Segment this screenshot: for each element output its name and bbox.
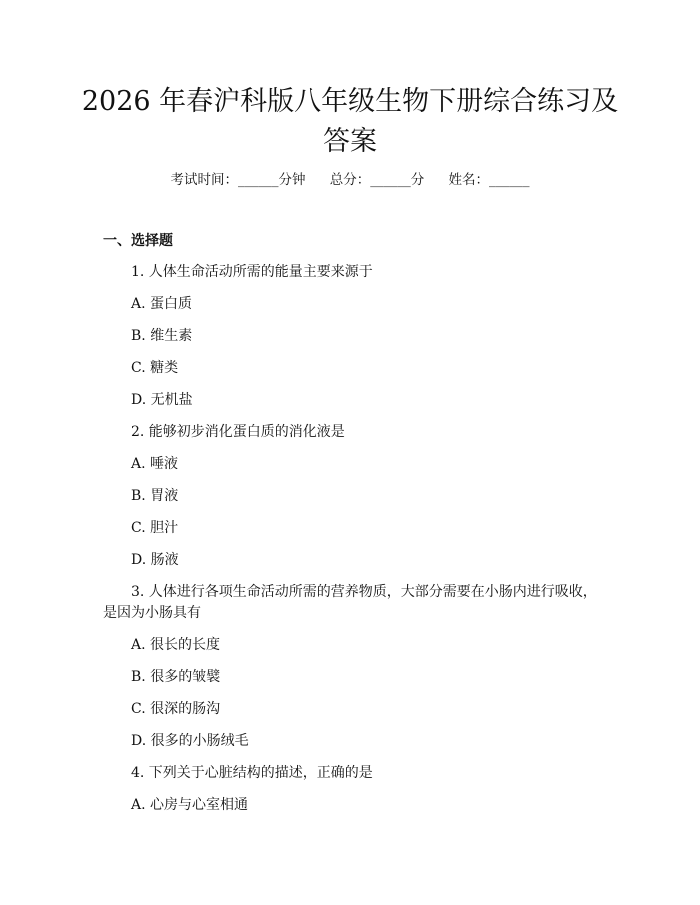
section-heading: 一、选择题: [103, 233, 173, 249]
q1-option-c: C. 糖类: [131, 360, 179, 376]
question-3-continued: 是因为小肠具有: [103, 605, 201, 621]
q3-option-b: B. 很多的皱襞: [131, 669, 221, 685]
q3-option-d: D. 很多的小肠绒毛: [131, 733, 249, 749]
exam-info: [0, 168, 700, 188]
question-1: 1. 人体生命活动所需的能量主要来源于: [131, 264, 373, 280]
q1-option-b: B. 维生素: [131, 328, 193, 344]
total-score-field: 总分：______分: [329, 172, 425, 188]
q3-option-c: C. 很深的肠沟: [131, 701, 221, 717]
q2-option-d: D. 肠液: [131, 552, 179, 568]
exam-time-field: 考试时间：______分钟: [170, 172, 306, 188]
page-title: [80, 82, 620, 162]
q1-option-a: A. 蛋白质: [131, 296, 193, 312]
q2-option-a: A. 唾液: [131, 456, 179, 472]
question-3: 3. 人体进行各项生命活动所需的营养物质，大部分需要在小肠内进行吸收，: [131, 584, 597, 600]
q2-option-b: B. 胃液: [131, 488, 179, 504]
name-field: 姓名：______: [448, 172, 530, 188]
q4-option-a: A. 心房与心室相通: [131, 797, 249, 813]
title-line-1: 2026 年春沪科版八年级生物下册综合练习及: [81, 86, 619, 117]
q3-option-a: A. 很长的长度: [131, 637, 221, 653]
q1-option-d: D. 无机盐: [131, 392, 193, 408]
title-line-2: 答案: [323, 126, 377, 157]
q2-option-c: C. 胆汁: [131, 520, 179, 536]
question-2: 2. 能够初步消化蛋白质的消化液是: [131, 424, 345, 440]
question-4: 4. 下列关于心脏结构的描述，正确的是: [131, 765, 373, 781]
